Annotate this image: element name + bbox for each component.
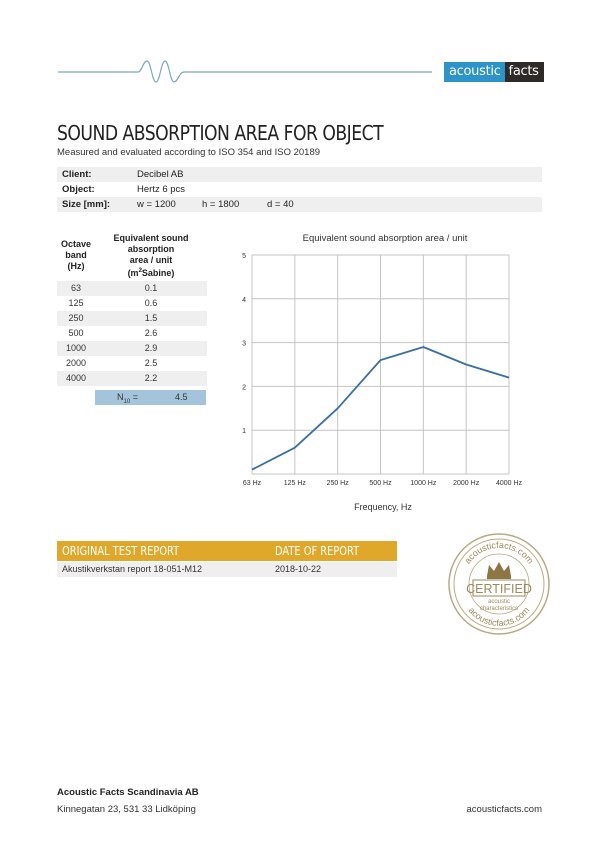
stamp-line2: characteristics xyxy=(479,606,519,612)
absorption-line-chart xyxy=(230,225,540,520)
report-name: Akustikverkstan report 18-051-M12 xyxy=(62,564,203,574)
table-row xyxy=(57,371,207,386)
n10-letter: N xyxy=(117,392,124,402)
client-value: Decibel AB xyxy=(137,169,184,180)
x-tick-label: 63 Hz xyxy=(242,480,262,487)
footer-address: Kinnegatan 23, 531 33 Lidköping xyxy=(57,804,196,815)
size-width: w = 1200 xyxy=(137,199,176,210)
object-label: Object: xyxy=(62,184,95,195)
cell-band: 2000 xyxy=(65,358,87,368)
header-line: band xyxy=(65,250,87,260)
size-depth: d = 40 xyxy=(267,199,294,210)
size-height: h = 1800 xyxy=(202,199,240,210)
cell-band: 500 xyxy=(68,328,84,338)
table-row xyxy=(57,281,207,296)
header-wave-decoration xyxy=(56,58,436,84)
logo-acoustic-text: acoustic xyxy=(444,62,505,82)
cell-band: 125 xyxy=(68,298,84,308)
certified-stamp xyxy=(447,532,551,636)
stamp-line1: acoustic xyxy=(487,599,511,605)
info-row-object xyxy=(57,182,542,197)
client-label: Client: xyxy=(62,169,92,180)
cell-value: 2.2 xyxy=(144,373,158,383)
cell-value: 0.1 xyxy=(144,283,158,293)
report-date: 2018-10-22 xyxy=(275,564,322,574)
page-title: SOUND ABSORPTION AREA FOR OBJECT xyxy=(57,121,384,145)
x-tick-label: 1000 Hz xyxy=(410,480,437,487)
x-tick-label: 2000 Hz xyxy=(453,480,480,487)
cell-band: 4000 xyxy=(65,373,87,383)
n10-value: 4.5 xyxy=(175,392,188,402)
header-octave-band xyxy=(57,233,95,281)
cell-value: 2.6 xyxy=(144,328,158,338)
n10-label xyxy=(117,390,138,410)
stamp-ring-bottom: acousticfacts.com xyxy=(466,605,532,629)
table-row xyxy=(57,326,207,341)
page-subtitle: Measured and evaluated according to ISO 354 and ISO 20189 xyxy=(57,147,321,158)
chart-title: Equivalent sound absorption area / unit xyxy=(302,233,468,244)
table-header xyxy=(57,233,207,281)
unit-pre: (m xyxy=(127,268,139,278)
chart-y-axis xyxy=(242,253,246,435)
cell-value: 1.5 xyxy=(144,313,158,323)
object-value: Hertz 6 pcs xyxy=(137,184,186,195)
y-tick-label: 4 xyxy=(242,296,246,304)
cell-band: 63 xyxy=(70,283,81,293)
cell-band: 250 xyxy=(68,313,84,323)
info-row-size xyxy=(57,197,542,212)
header-line: Equivalent sound xyxy=(113,233,189,243)
table-row xyxy=(57,311,207,326)
n10-subscript: 10 xyxy=(123,398,131,405)
cell-value: 2.5 xyxy=(144,358,158,368)
table-row xyxy=(57,356,207,371)
n10-equals: = xyxy=(130,392,138,402)
date-of-report-heading: DATE OF REPORT xyxy=(275,544,360,558)
y-tick-label: 3 xyxy=(242,340,246,348)
header-line: Octave xyxy=(60,239,92,249)
original-test-report-heading: ORIGINAL TEST REPORT xyxy=(62,544,180,558)
y-tick-label: 2 xyxy=(242,384,246,392)
cell-value: 0.6 xyxy=(144,298,158,308)
footer-website-link[interactable]: acousticfacts.com xyxy=(466,804,542,815)
header-line: absorption xyxy=(127,244,175,254)
x-tick-label: 250 Hz xyxy=(326,480,349,487)
header-unit xyxy=(95,266,207,279)
chart-x-axis xyxy=(243,480,523,487)
chart-grid xyxy=(252,255,509,474)
report-row xyxy=(57,562,397,577)
cell-band: 1000 xyxy=(65,343,87,353)
table-row xyxy=(57,296,207,311)
n10-summary xyxy=(95,390,206,405)
report-header xyxy=(57,541,397,561)
chart-x-label: Frequency, Hz xyxy=(354,502,412,512)
header-line: (Hz) xyxy=(67,261,85,271)
unit-sup: 2 xyxy=(138,268,142,274)
unit-post: Sabine) xyxy=(141,268,175,278)
stamp-certified-text: CERTIFIED xyxy=(466,582,532,596)
cell-value: 2.9 xyxy=(144,343,158,353)
x-tick-label: 500 Hz xyxy=(369,480,392,487)
stamp-ring-top: acousticfacts.com xyxy=(462,539,536,566)
table-row xyxy=(57,341,207,356)
x-tick-label: 125 Hz xyxy=(283,480,306,487)
logo-facts-text: facts xyxy=(505,62,544,82)
footer-company: Acoustic Facts Scandinavia AB xyxy=(57,787,199,798)
x-tick-label: 4000 Hz xyxy=(495,480,523,487)
acoustic-facts-logo xyxy=(444,62,544,82)
size-label: Size [mm]: xyxy=(62,199,111,210)
header-line: area / unit xyxy=(129,255,173,265)
absorption-table xyxy=(57,233,207,386)
info-row-client xyxy=(57,167,542,182)
y-tick-label: 5 xyxy=(242,253,246,260)
header-absorption-area xyxy=(95,233,207,281)
y-tick-label: 1 xyxy=(242,428,246,436)
